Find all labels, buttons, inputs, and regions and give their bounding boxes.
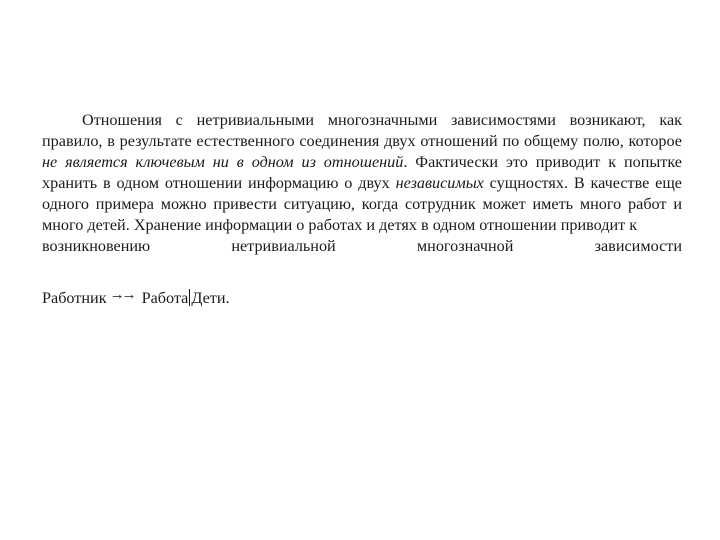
formula-left-attribute: Работник xyxy=(42,289,107,307)
paragraph-text-3: сущностях. В качестве еще одного примера можно привести ситуацию, когда сотрудник может иметь много работ и много детей. Хранение информации о работах и детях в одном отношении приводит к xyxy=(42,174,682,234)
multivalued-dependency-arrow: →→ xyxy=(109,287,134,303)
formula-right-attribute-b: Дети. xyxy=(191,289,230,307)
dependency-formula xyxy=(42,288,230,310)
paragraph-text-2: . Фактически это приводит к попытке хранить в одном отношении информацию о двух xyxy=(42,153,682,192)
paragraph-text-1: Отношения с нетривиальными многозначными зависимостями возникают, как правило, в результате естественного соединения двух отношений по общему полю, которое xyxy=(42,111,682,150)
paragraph-last-line: возникновению нетривиальной многозначной зависимости xyxy=(42,237,682,255)
body-paragraph xyxy=(42,110,682,257)
paragraph-emphasis-1: не является ключевым ни в одном из отношений xyxy=(42,153,404,171)
formula-right-attribute-a: Работа xyxy=(141,289,189,307)
paragraph-emphasis-2: независимых xyxy=(395,174,484,192)
